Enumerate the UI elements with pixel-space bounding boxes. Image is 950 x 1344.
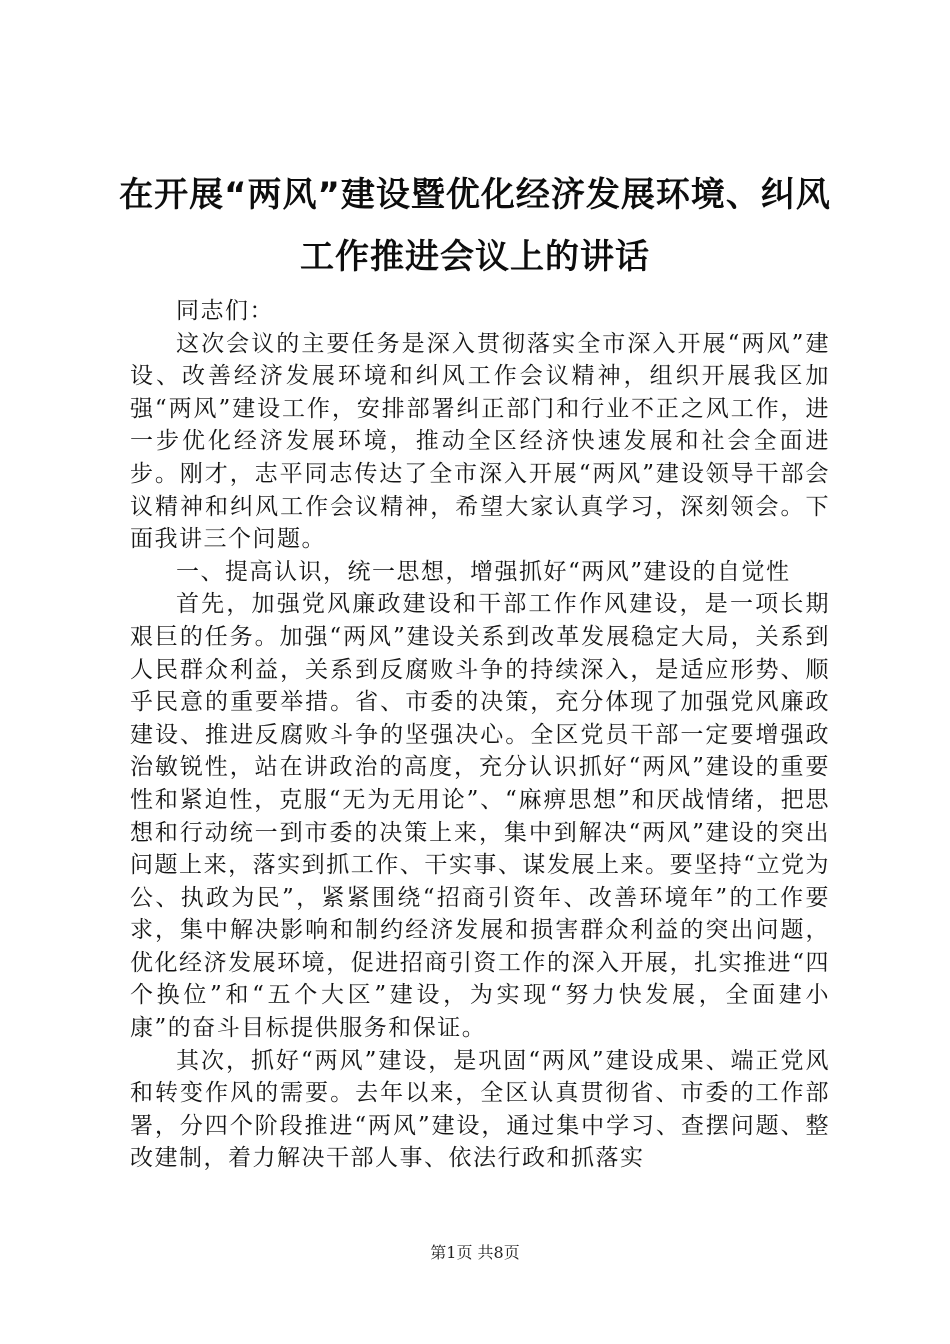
paragraph-second: 其次，抓好“两风”建设，是巩固“两风”建设成果、端正党风和转变作风的需要。去年以来，全区认真贯彻省、市委的工作部署，分四个阶段推进“两风”建设，通过集中学习、查摆问题、整改建制，着力解决干部人事、依法行政和抓落实 xyxy=(130,1047,830,1172)
paragraph-intro: 这次会议的主要任务是深入贯彻落实全市深入开展“两风”建设、改善经济发展环境和纠风工作会议精神，组织开展我区加强“两风”建设工作，安排部署纠正部门和行业不正之风工作，进一步优化经济发展环境，推动全区经济快速发展和社会全面进步。刚才，志平同志传达了全市深入开展“两风”建设领导干部会议精神和纠风工作会议精神，希望大家认真学习，深刻领会。下面我讲三个问题。 xyxy=(130,330,830,553)
document-title: 在开展“两风”建设暨优化经济发展环境、纠风工作推进会议上的讲话 xyxy=(119,175,831,277)
document-body xyxy=(130,295,830,1175)
section-heading-1: 一、提高认识，统一思想，增强抓好“两风”建设的自觉性 xyxy=(176,558,791,585)
page-footer: 第1页 共8页 xyxy=(430,1243,520,1262)
paragraph-first: 首先，加强党风廉政建设和干部工作作风建设，是一项长期艰巨的任务。加强“两风”建设关系到改革发展稳定大局，关系到人民群众利益，关系到反腐败斗争的持续深入，是适应形势、顺乎民意的重要举措。省、市委的决策，充分体现了加强党风廉政建设、推进反腐败斗争的坚强决心。全区党员干部一定要增强政治敏锐性，站在讲政治的高度，充分认识抓好“两风”建设的重要性和紧迫性，克服“无为无用论”、“麻痹思想”和厌战情绪，把思想和行动统一到市委的决策上来，集中到解决“两风”建设的突出问题上来，落实到抓工作、干实事、谋发展上来。要坚持“立党为公、执政为民”，紧紧围绕“招商引资年、改善环境年”的工作要求，集中解决影响和制约经济发展和损害群众利益的突出问题，优化经济发展环境，促进招商引资工作的深入开展，扎实推进“四个换位”和“五个大区”建设，为实现“努力快发展，全面建小康”的奋斗目标提供服务和保证。 xyxy=(130,591,830,1042)
salutation: 同志们： xyxy=(176,298,274,324)
